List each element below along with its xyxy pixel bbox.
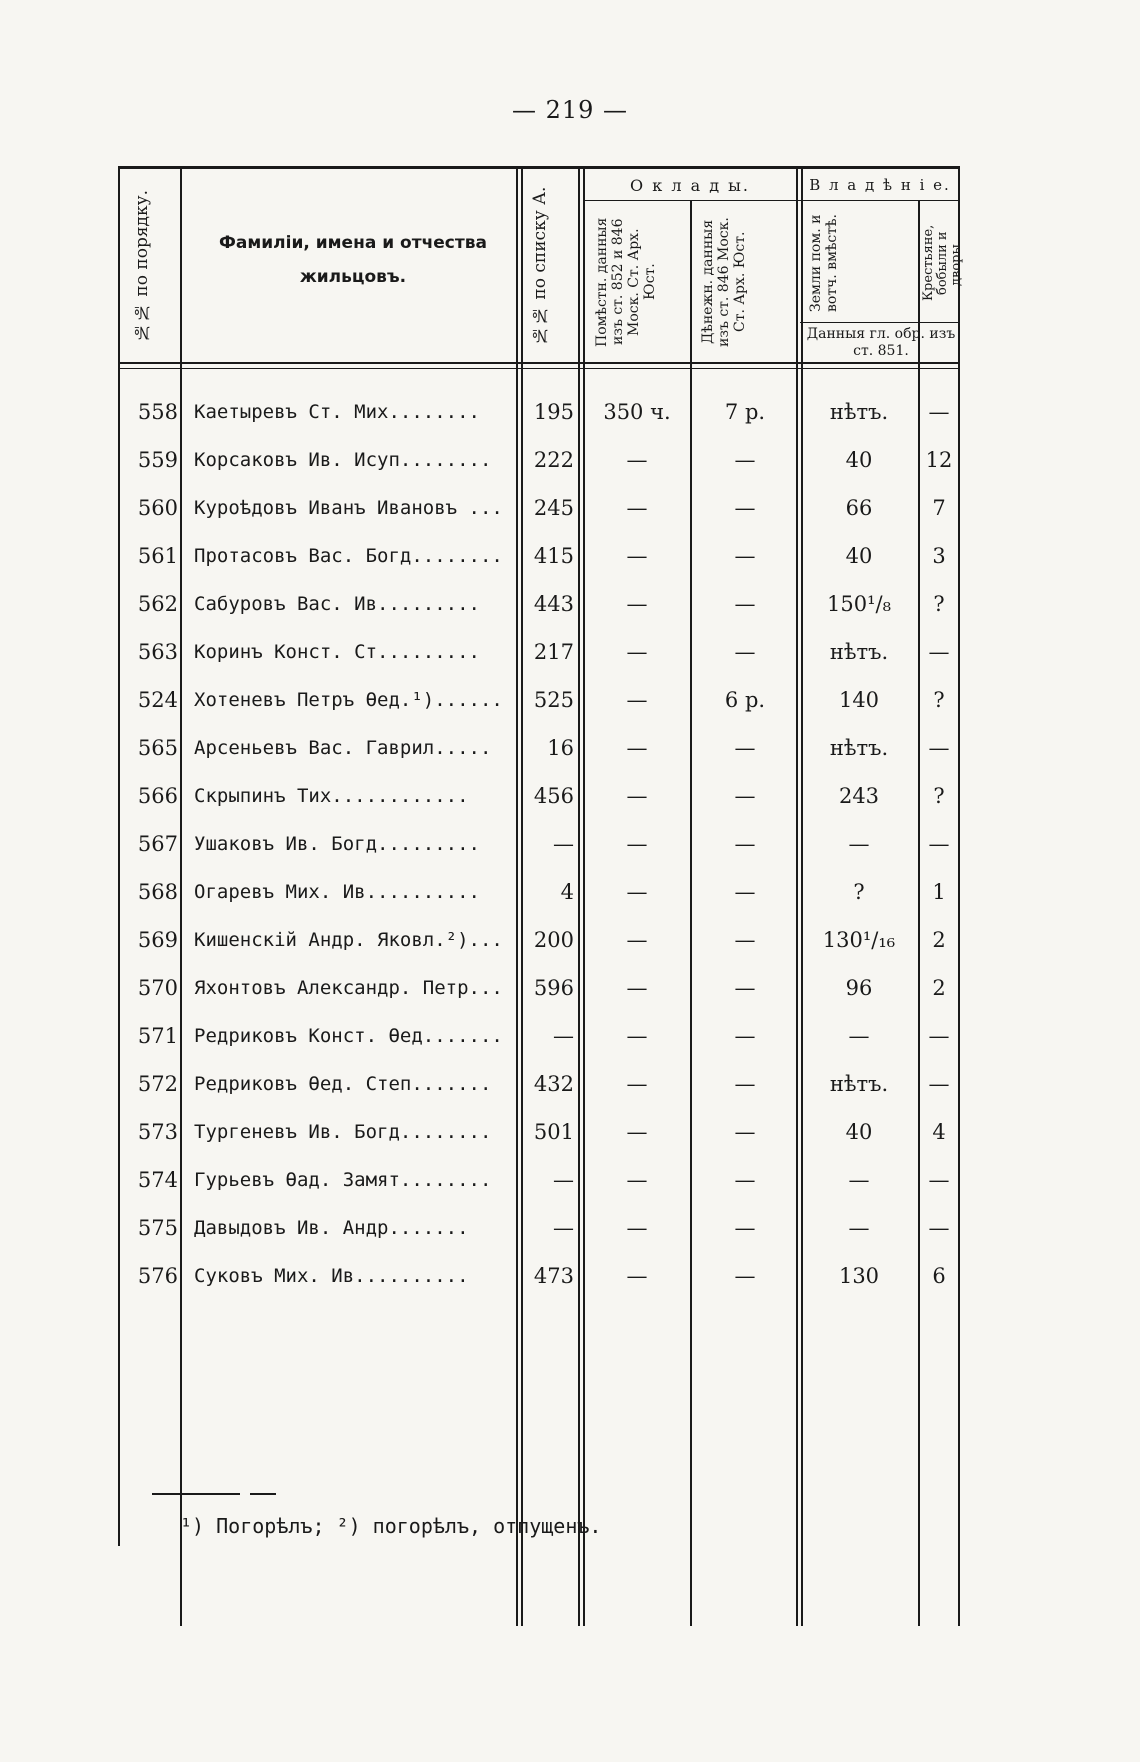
cell-pom: — — [626, 784, 648, 808]
cell-zem: 96 — [845, 976, 873, 1000]
cell-den: — — [734, 1024, 756, 1048]
cell-zem: 130 — [838, 1264, 880, 1288]
cell-no: 575 — [137, 1216, 178, 1240]
cell-pom: — — [626, 1264, 648, 1288]
cell-pom: — — [626, 496, 648, 520]
cell-name: Давыдовъ Ив. Андр....... — [194, 1217, 469, 1239]
cell-pom: — — [626, 688, 648, 712]
cell-name: Суковъ Мих. Ив.......... — [194, 1265, 469, 1287]
cell-den: — — [734, 976, 756, 1000]
table-row — [118, 488, 960, 528]
cell-kr: ? — [933, 784, 945, 808]
cell-kr: 3 — [932, 544, 946, 568]
cell-den: 6 р. — [724, 688, 766, 712]
cell-name: Арсеньевъ Вас. Гаврил..... — [194, 737, 492, 759]
cell-zem: 40 — [845, 1120, 873, 1144]
header-group-oklady: О к л а д ы. — [630, 176, 750, 195]
table-row — [118, 920, 960, 960]
cell-list: 4 — [560, 880, 574, 904]
cell-no: 570 — [137, 976, 178, 1000]
cell-zem: — — [848, 1168, 870, 1192]
cell-pom: — — [626, 1072, 648, 1096]
cell-zem: — — [848, 1216, 870, 1240]
header-col-no: №№ по порядку. — [132, 189, 152, 343]
cell-no: 572 — [137, 1072, 178, 1096]
cell-list: 456 — [533, 784, 574, 808]
cell-zem: — — [848, 832, 870, 856]
cell-kr: ? — [933, 688, 945, 712]
cell-name: Редриковъ Ѳед. Степ....... — [194, 1073, 492, 1095]
cell-den: — — [734, 640, 756, 664]
cell-list: 217 — [533, 640, 574, 664]
footnote-rule-short — [250, 1493, 276, 1495]
cell-kr: 7 — [932, 496, 946, 520]
cell-zem: 40 — [845, 448, 873, 472]
cell-name: Скрыпинъ Тих............ — [194, 785, 469, 807]
cell-pom: 350 ч. — [603, 400, 671, 424]
table-row — [118, 536, 960, 576]
cell-zem: нѣтъ. — [829, 400, 889, 424]
table-row — [118, 1160, 960, 1200]
cell-zem: 40 — [845, 544, 873, 568]
cell-list: 596 — [533, 976, 574, 1000]
cell-no: 560 — [137, 496, 178, 520]
cell-zem: нѣтъ. — [829, 1072, 889, 1096]
cell-name: Огаревъ Мих. Ив.......... — [194, 881, 480, 903]
table-row — [118, 392, 960, 432]
page-number: — 219 — — [511, 96, 629, 124]
cell-name: Хотеневъ Петръ Ѳед.¹)...... — [194, 689, 503, 711]
oklady-rule — [584, 200, 800, 201]
cell-den: — — [734, 1264, 756, 1288]
cell-kr: 6 — [932, 1264, 946, 1288]
cell-name: Редриковъ Конст. Ѳед....... — [194, 1025, 503, 1047]
cell-pom: — — [626, 1120, 648, 1144]
cell-list: 525 — [533, 688, 574, 712]
cell-zem: 150¹/₈ — [827, 592, 891, 616]
header-rule-2 — [118, 368, 960, 369]
cell-list: 432 — [533, 1072, 574, 1096]
cell-zem: 243 — [838, 784, 880, 808]
cell-den: — — [734, 832, 756, 856]
cell-den: — — [734, 784, 756, 808]
table-row — [118, 584, 960, 624]
header-group-vladenie: В л а д ѣ н і е. — [809, 176, 951, 194]
cell-pom: — — [626, 832, 648, 856]
cell-zem: ? — [853, 880, 865, 904]
cell-den: — — [734, 736, 756, 760]
cell-pom: — — [626, 880, 648, 904]
cell-no: 574 — [137, 1168, 178, 1192]
cell-list: 200 — [533, 928, 574, 952]
cell-list: 245 — [533, 496, 574, 520]
cell-den: — — [734, 880, 756, 904]
cell-name: Сабуровъ Вас. Ив......... — [194, 593, 480, 615]
header-col-den: Дѣнежн. данныя изъ ст. 846 Моск. Ст. Арх. Юст. — [700, 217, 748, 347]
cell-name: Каетыревъ Ст. Мих........ — [194, 401, 480, 423]
cell-no: 561 — [137, 544, 178, 568]
table-row — [118, 776, 960, 816]
cell-no: 565 — [137, 736, 178, 760]
cell-name: Яхонтовъ Александр. Петр... — [194, 977, 503, 999]
cell-pom: — — [626, 1216, 648, 1240]
cell-kr: — — [928, 1168, 950, 1192]
cell-no: 558 — [137, 400, 178, 424]
table-row — [118, 872, 960, 912]
cell-no: 573 — [137, 1120, 178, 1144]
table-row — [118, 824, 960, 864]
cell-name: Куроѣдовъ Иванъ Ивановъ ... — [194, 497, 503, 519]
cell-list: — — [553, 1168, 574, 1192]
header-col-list: №№ по списку А. — [530, 186, 550, 346]
cell-zem: 130¹/₁₆ — [822, 928, 896, 952]
cell-list: 222 — [533, 448, 574, 472]
vladenie-rule — [800, 200, 960, 201]
cell-list: 501 — [533, 1120, 574, 1144]
cell-list: 415 — [533, 544, 574, 568]
table-row — [118, 968, 960, 1008]
cell-name: Кишенскій Андр. Яковл.²)... — [194, 929, 503, 951]
cell-no: 562 — [137, 592, 178, 616]
cell-no: 566 — [137, 784, 178, 808]
cell-kr: 2 — [932, 976, 946, 1000]
cell-no: 567 — [137, 832, 178, 856]
cell-no: 559 — [137, 448, 178, 472]
cell-pom: — — [626, 736, 648, 760]
cell-den: — — [734, 496, 756, 520]
header-col-zem: Земли пом. и вотч. вмѣстѣ. — [808, 214, 840, 312]
cell-no: 576 — [137, 1264, 178, 1288]
vladenie-note-rule — [800, 322, 960, 323]
cell-den: — — [734, 1120, 756, 1144]
cell-pom: — — [626, 544, 648, 568]
cell-list: 16 — [547, 736, 574, 760]
cell-list: — — [553, 832, 574, 856]
cell-den: — — [734, 544, 756, 568]
cell-pom: — — [626, 976, 648, 1000]
cell-kr: 1 — [932, 880, 946, 904]
cell-name: Ушаковъ Ив. Богд......... — [194, 833, 480, 855]
header-rule — [118, 362, 960, 364]
cell-no: 571 — [137, 1024, 178, 1048]
cell-pom: — — [626, 592, 648, 616]
cell-pom: — — [626, 928, 648, 952]
cell-no: 524 — [137, 688, 178, 712]
cell-no: 568 — [137, 880, 178, 904]
cell-list: 473 — [533, 1264, 574, 1288]
table-top-rule — [118, 166, 960, 169]
table-row — [118, 1112, 960, 1152]
cell-den: — — [734, 1168, 756, 1192]
header-col-kr: Крестьяне, бобыли и дворы. — [921, 224, 964, 302]
cell-kr: 4 — [932, 1120, 946, 1144]
cell-zem: 66 — [845, 496, 873, 520]
cell-kr: 12 — [925, 448, 953, 472]
cell-zem: нѣтъ. — [829, 640, 889, 664]
cell-list: — — [553, 1024, 574, 1048]
data-table — [118, 166, 964, 1626]
cell-name: Корсаковъ Ив. Исуп........ — [194, 449, 492, 471]
cell-name: Тургеневъ Ив. Богд........ — [194, 1121, 492, 1143]
cell-name: Коринъ Конст. Ст......... — [194, 641, 480, 663]
table-row — [118, 1256, 960, 1296]
footnote: ¹) Погорѣлъ; ²) погорѣлъ, отпущенъ. — [180, 1514, 602, 1538]
cell-list: 195 — [533, 400, 574, 424]
table-row — [118, 632, 960, 672]
table-row — [118, 1064, 960, 1104]
cell-no: 563 — [137, 640, 178, 664]
cell-kr: — — [928, 832, 950, 856]
cell-den: — — [734, 1216, 756, 1240]
cell-kr: — — [928, 1216, 950, 1240]
cell-kr: — — [928, 1024, 950, 1048]
cell-kr: — — [928, 1072, 950, 1096]
cell-kr: ? — [933, 592, 945, 616]
header-col-pom: Помѣстн. данныя изъ ст. 852 и 846 Моск. Ст. Арх. Юст. — [594, 217, 658, 347]
table-row — [118, 728, 960, 768]
cell-zem: 140 — [838, 688, 880, 712]
cell-kr: 2 — [932, 928, 946, 952]
cell-den: — — [734, 448, 756, 472]
cell-no: 569 — [137, 928, 178, 952]
cell-pom: — — [626, 640, 648, 664]
cell-kr: — — [928, 736, 950, 760]
cell-zem: — — [848, 1024, 870, 1048]
cell-list: — — [553, 1216, 574, 1240]
table-row — [118, 440, 960, 480]
cell-pom: — — [626, 448, 648, 472]
cell-den: — — [734, 1072, 756, 1096]
cell-name: Гурьевъ Ѳад. Замят........ — [194, 1169, 492, 1191]
table-row — [118, 1016, 960, 1056]
table-row — [118, 1208, 960, 1248]
header-vladenie-note: Данныя гл. обр. изъ ст. 851. — [806, 326, 956, 359]
footnote-rule — [152, 1493, 240, 1495]
cell-list: 443 — [533, 592, 574, 616]
cell-den: 7 р. — [724, 400, 766, 424]
header-col-name: Фамиліи, имена и отчества жильцовъ. — [219, 233, 487, 287]
cell-pom: — — [626, 1168, 648, 1192]
cell-den: — — [734, 928, 756, 952]
cell-kr: — — [928, 400, 950, 424]
cell-kr: — — [928, 640, 950, 664]
cell-den: — — [734, 592, 756, 616]
cell-name: Протасовъ Вас. Богд........ — [194, 545, 503, 567]
table-row — [118, 680, 960, 720]
cell-zem: нѣтъ. — [829, 736, 889, 760]
cell-pom: — — [626, 1024, 648, 1048]
